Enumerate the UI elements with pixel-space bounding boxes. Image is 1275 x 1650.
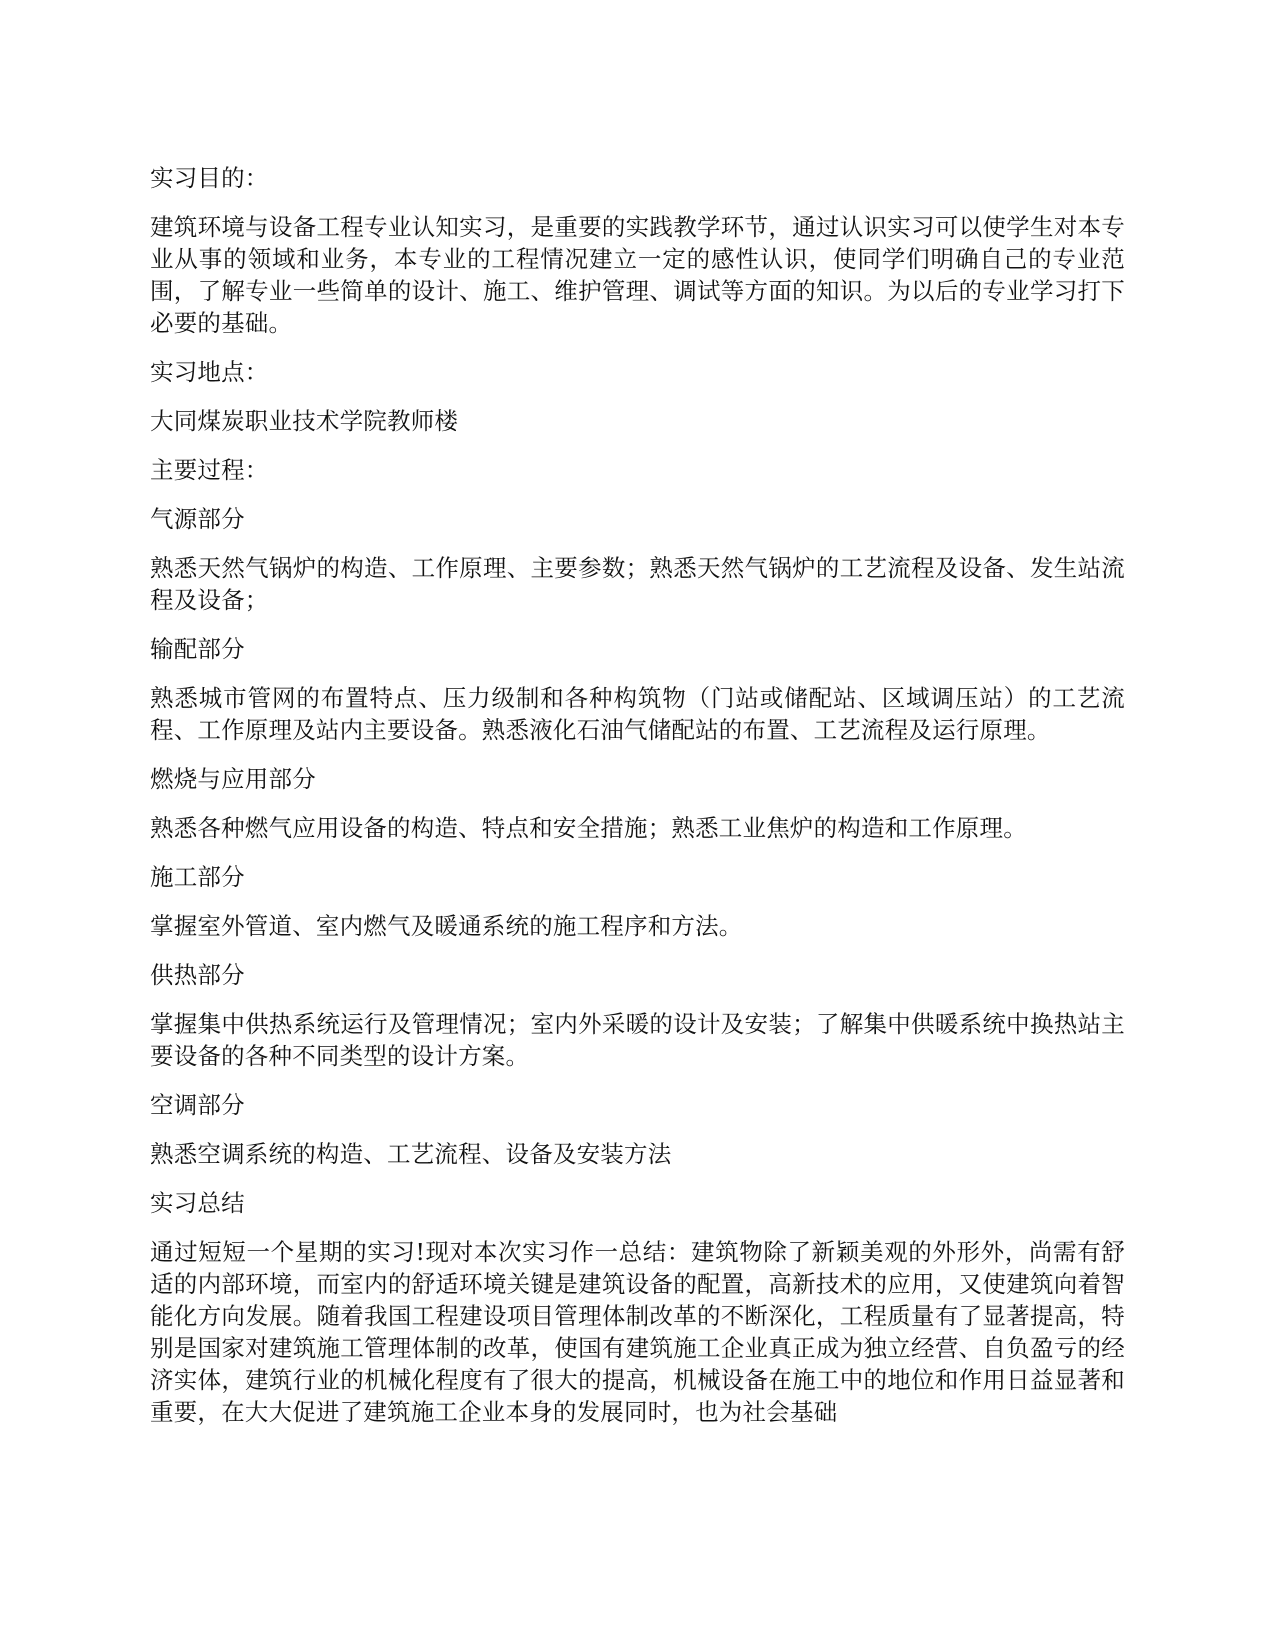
summary-paragraph: 通过短短一个星期的实习!现对本次实习作一总结：建筑物除了新颖美观的外形外，尚需有舒适的内部环境，而室内的舒适环境关键是建筑设备的配置，高新技术的应用，又使建筑向着智能化方向发展。随着我国工程建设项目管理体制改革的不断深化，工程质量有了显著提高，特别是国家对建筑施工管理体制的改革，使国有建筑施工企业真正成为独立经营、自负盈亏的经济实体，建筑行业的机械化程度有了很大的提高，机械设备在施工中的地位和作用日益显著和重要，在大大促进了建筑施工企业本身的发展同时，也为社会基础 — [150, 1238, 1125, 1426]
construction-heading: 施工部分 — [150, 863, 245, 891]
process-heading: 主要过程： — [150, 456, 269, 484]
heating-paragraph: 掌握集中供热系统运行及管理情况；室内外采暖的设计及安装；了解集中供暖系统中换热站主要设备的各种不同类型的设计方案。 — [150, 1010, 1125, 1070]
construction-paragraph: 掌握室外管道、室内燃气及暖通系统的施工程序和方法。 — [150, 912, 743, 940]
heating-heading: 供热部分 — [150, 961, 245, 989]
ac-paragraph: 熟悉空调系统的构造、工艺流程、设备及安装方法 — [150, 1140, 672, 1168]
distribution-paragraph: 熟悉城市管网的布置特点、压力级制和各种构筑物（门站或储配站、区域调压站）的工艺流程、工作原理及站内主要设备。熟悉液化石油气储配站的布置、工艺流程及运行原理。 — [150, 684, 1125, 744]
document-body — [150, 162, 1125, 1445]
combustion-paragraph: 熟悉各种燃气应用设备的构造、特点和安全措施；熟悉工业焦炉的构造和工作原理。 — [150, 814, 1027, 842]
ac-heading: 空调部分 — [150, 1091, 245, 1119]
location-heading: 实习地点： — [150, 358, 269, 386]
location-paragraph: 大同煤炭职业技术学院教师楼 — [150, 407, 459, 435]
purpose-paragraph: 建筑环境与设备工程专业认知实习，是重要的实践教学环节，通过认识实习可以使学生对本专业从事的领域和业务，本专业的工程情况建立一定的感性认识，使同学们明确自己的专业范围，了解专业一些简单的设计、施工、维护管理、调试等方面的知识。为以后的专业学习打下必要的基础。 — [150, 213, 1125, 337]
gas-source-paragraph: 熟悉天然气锅炉的构造、工作原理、主要参数；熟悉天然气锅炉的工艺流程及设备、发生站流程及设备； — [150, 554, 1125, 614]
gas-source-heading: 气源部分 — [150, 505, 245, 533]
purpose-heading: 实习目的： — [150, 164, 269, 192]
distribution-heading: 输配部分 — [150, 635, 245, 663]
combustion-heading: 燃烧与应用部分 — [150, 765, 316, 793]
summary-heading: 实习总结 — [150, 1189, 245, 1217]
